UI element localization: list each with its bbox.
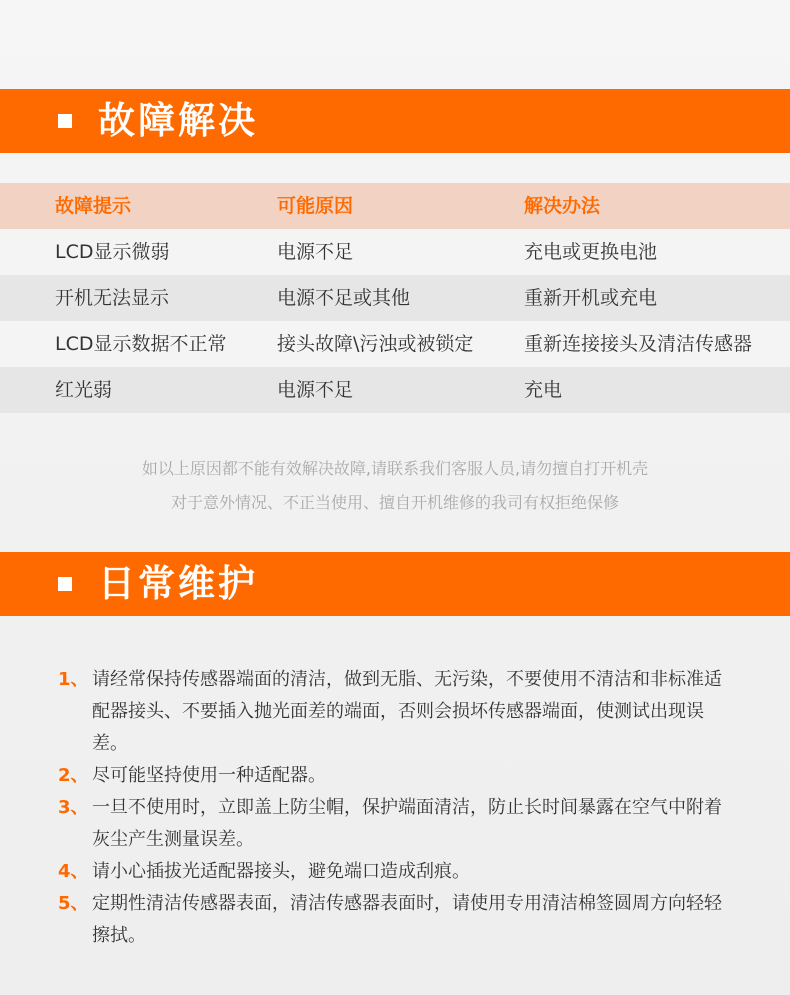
list-item (58, 792, 738, 856)
list-text: 请小心插拔光适配器接头，避免端口造成刮痕。 (92, 861, 470, 882)
list-text: 尽可能坚持使用一种适配器。 (92, 765, 326, 786)
header-fault: 故障提示 (55, 195, 132, 217)
table-row (0, 321, 790, 367)
square-bullet-icon (58, 577, 72, 591)
list-number: 5、 (58, 893, 89, 914)
list-item (58, 888, 738, 952)
solution-cell: 充电 (524, 379, 563, 401)
list-number: 3、 (58, 797, 89, 818)
square-bullet-icon (58, 114, 72, 128)
maintenance-title: 日常维护 (98, 562, 258, 605)
table-row (0, 367, 790, 413)
solution-cell: 重新连接接头及清洁传感器 (524, 333, 753, 355)
warranty-note: 对于意外情况、不正当使用、擅自开机维修的我司有权拒绝保修 (170, 493, 619, 512)
table-row (0, 275, 790, 321)
list-text: 定期性清洁传感器表面，清洁传感器表面时，请使用专用清洁棉签圆周方向轻轻擦拭。 (92, 893, 722, 946)
cause-cell: 接头故障\污浊或被锁定 (277, 333, 474, 355)
troubleshooting-banner (0, 89, 790, 153)
list-text: 一旦不使用时，立即盖上防尘帽，保护端面清洁，防止长时间暴露在空气中附着灰尘产生测量误差。 (92, 797, 722, 850)
list-number: 4、 (58, 861, 89, 882)
list-number: 2、 (58, 765, 89, 786)
fault-cell: LCD显示微弱 (55, 241, 170, 263)
header-cause: 可能原因 (277, 195, 354, 217)
support-note: 如以上原因都不能有效解决故障,请联系我们客服人员,请勿擅自打开机壳 (141, 459, 649, 478)
cause-cell: 电源不足 (277, 379, 354, 401)
list-item (58, 856, 738, 888)
cause-cell: 电源不足 (277, 241, 354, 263)
fault-cell: 开机无法显示 (55, 287, 170, 309)
maintenance-list (58, 664, 738, 952)
solution-cell: 重新开机或充电 (524, 287, 658, 309)
list-text: 请经常保持传感器端面的清洁，做到无脂、无污染，不要使用不清洁和非标准适配器接头、不要插入抛光面差的端面，否则会损坏传感器端面，使测试出现误差。 (92, 669, 722, 754)
header-solution: 解决办法 (524, 195, 601, 217)
list-item (58, 664, 738, 760)
cause-cell: 电源不足或其他 (277, 287, 411, 309)
table-header-row (0, 183, 790, 229)
fault-cell: LCD显示数据不正常 (55, 333, 227, 355)
troubleshooting-table (0, 183, 790, 413)
maintenance-banner (0, 552, 790, 616)
troubleshooting-title: 故障解决 (98, 99, 258, 142)
table-row (0, 229, 790, 275)
list-item (58, 760, 738, 792)
solution-cell: 充电或更换电池 (524, 241, 658, 263)
fault-cell: 红光弱 (55, 379, 113, 401)
list-number: 1、 (58, 669, 89, 690)
